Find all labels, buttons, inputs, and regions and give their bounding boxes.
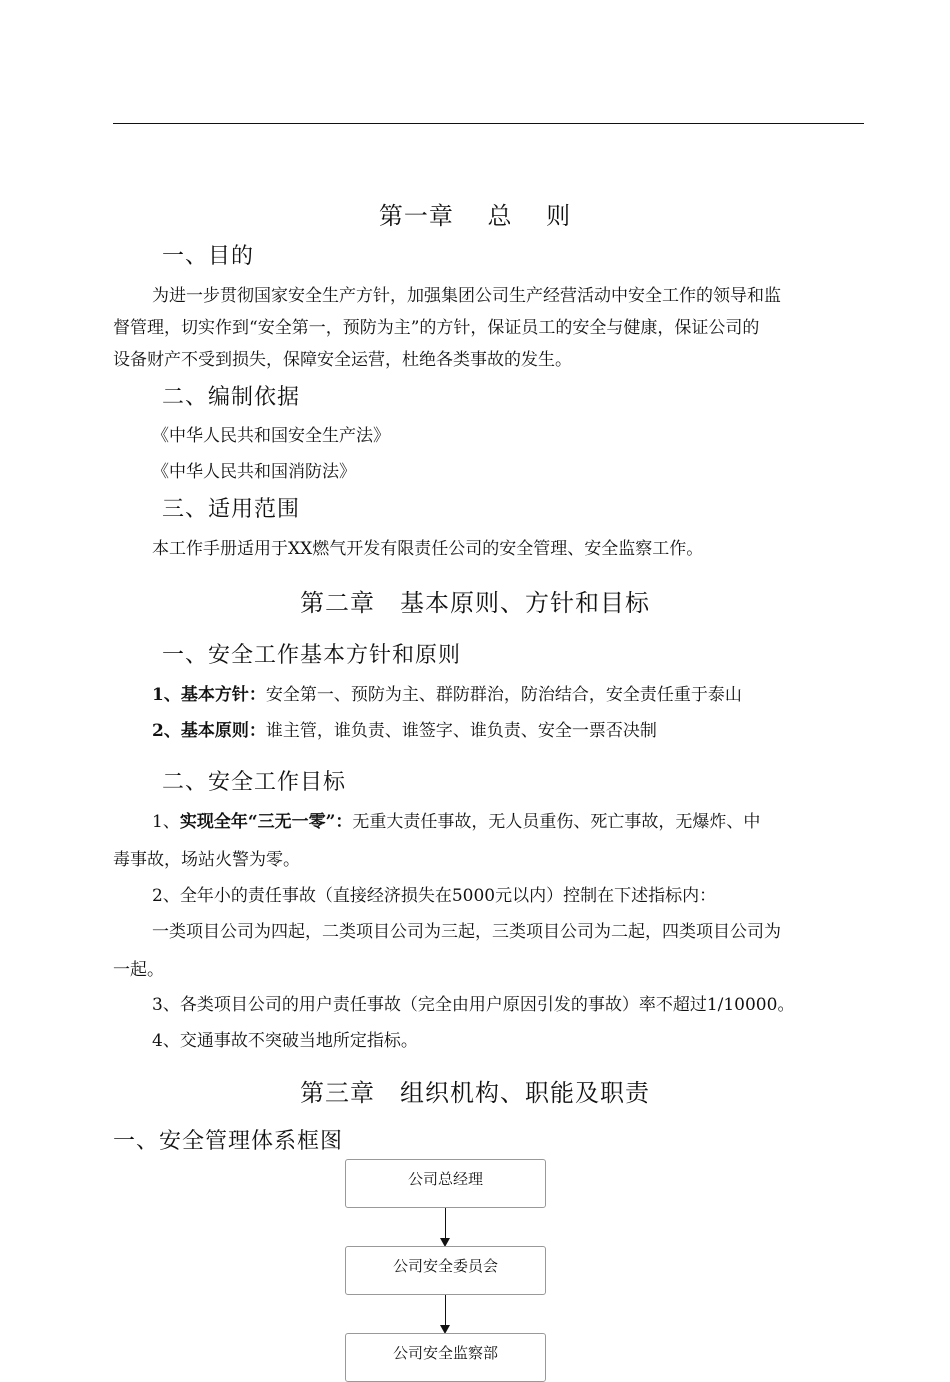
goal-2a-line-1: 一类项目公司为四起，二类项目公司为三起，三类项目公司为二起，四类项目公司为: [152, 922, 781, 942]
header-rule: [113, 123, 864, 124]
scope-heading: 三、适用范围: [162, 497, 301, 522]
principle-text: 谁主管，谁负责、谁签字、谁负责、安全一票否决制: [265, 721, 657, 741]
goal-1-text: 无重大责任事故，无人员重伤、死亡事故，无爆炸、中: [352, 812, 761, 832]
chapter2-title: 第二章 基本原则、方针和目标: [300, 589, 650, 617]
purpose-heading: 一、目的: [162, 244, 255, 269]
goal-1-line-1: [152, 807, 760, 832]
basis-heading: 二、编制依据: [162, 385, 301, 410]
org-box-general-manager: 公司总经理: [345, 1159, 546, 1208]
org-connector: [445, 1295, 446, 1325]
framework-heading: 一、安全管理体系框图: [113, 1129, 344, 1154]
basis-item: 《中华人民共和国消防法》: [152, 462, 356, 482]
goal-4-line: 4、交通事故不突破当地所定指标。: [152, 1031, 418, 1051]
principle-line: [152, 716, 657, 741]
scope-paragraph: 本工作手册适用于XX燃气开发有限责任公司的安全管理、安全监察工作。: [152, 539, 704, 559]
chapter3-title: 第三章 组织机构、职能及职责: [300, 1079, 650, 1107]
goal-3-line: 3、各类项目公司的用户责任事故（完全由用户原因引发的事故）率不超过1/10000。: [152, 995, 795, 1015]
org-connector: [445, 1208, 446, 1238]
goal-1-label: 实现全年“三无一零”：: [179, 812, 353, 832]
principle-label: 2、基本原则：: [152, 721, 266, 741]
goal-2-line: 2、全年小的责任事故（直接经济损失在5000元以内）控制在下述指标内：: [152, 886, 717, 906]
purpose-paragraph-line-3: 设备财产不受到损失，保障安全运营，杜绝各类事故的发生。: [113, 350, 572, 370]
org-box-safety-supervision: 公司安全监察部: [345, 1333, 546, 1382]
goals-heading: 二、安全工作目标: [162, 770, 347, 795]
org-box-safety-committee: 公司安全委员会: [345, 1246, 546, 1295]
policy-label: 1、基本方针：: [152, 685, 266, 705]
goal-1-line-2: 毒事故，场站火警为零。: [113, 850, 300, 870]
chapter1-title: 第一章 总 则: [378, 202, 572, 230]
basis-item: 《中华人民共和国安全生产法》: [152, 426, 390, 446]
goal-2a-line-2: 一起。: [113, 960, 164, 980]
policy-line: [152, 680, 742, 705]
purpose-paragraph-line-2: 督管理，切实作到“安全第一，预防为主”的方针，保证员工的安全与健康，保证公司的: [113, 318, 760, 338]
policy-text: 安全第一、预防为主、群防群治，防治结合，安全责任重于泰山: [265, 685, 742, 705]
purpose-paragraph-line-1: 为进一步贯彻国家安全生产方针，加强集团公司生产经营活动中安全工作的领导和监: [152, 286, 781, 306]
goal-1-number: 1、: [152, 812, 180, 832]
principles-heading: 一、安全工作基本方针和原则: [162, 643, 462, 668]
